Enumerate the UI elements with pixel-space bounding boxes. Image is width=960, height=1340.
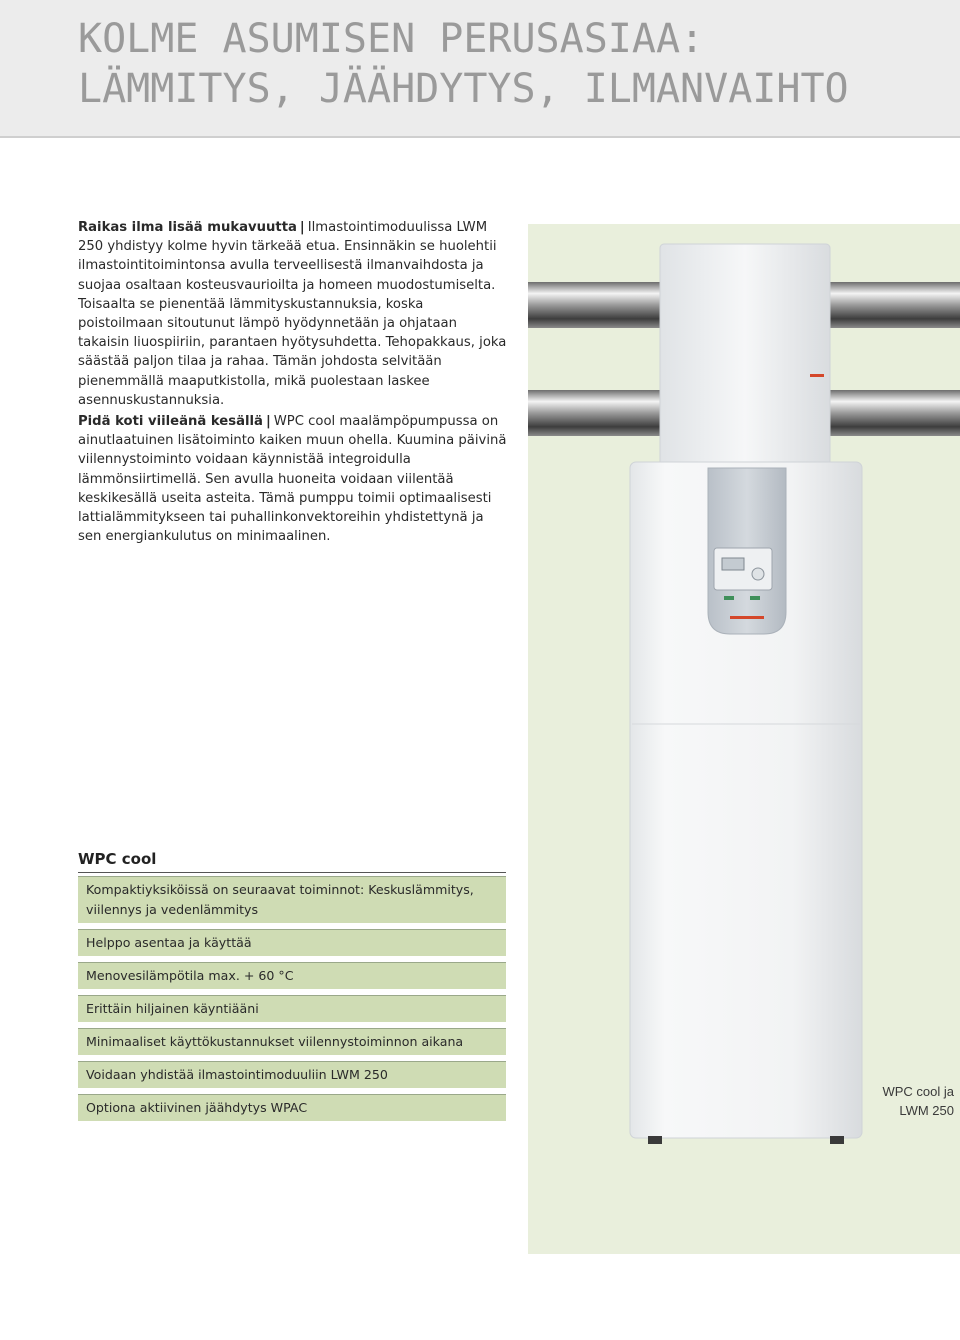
- pipe-side-left: [528, 390, 668, 436]
- paragraph-body: Ilmastointimoduulissa LWM 250 yhdistyy kolme hyvin tärkeää etua. Ensinnäkin se huolehtii ilmastointitoimintonsa avulla terveellisestä ilmanvaihdosta ja suojaa osaltaan kosteusvaurioilta ja homeen muodostumiselta. Toisaalta se pienentää lämmityskustannuksia, koska poistoilmaan sitoutunut lämpö hyödynnetään ja ohjataan takaisin liuospiiriin, parantaen hyötysuhdetta. Tehopakkaus, joka säästää paljon tilaa ja rahaa. Tämän johdosta selvitään pienemmällä maaputkistolla, mikä puolestaan laskee asennuskustannuksia.: [78, 220, 507, 408]
- features-title: WPC cool: [78, 850, 157, 868]
- brand-mark: [810, 374, 824, 377]
- foot: [648, 1136, 662, 1144]
- paragraph-lead: Raikas ilma lisää mukavuutta: [78, 220, 297, 235]
- foot: [830, 1136, 844, 1144]
- feature-item: Kompaktiyksiköissä on seuraavat toiminnot: Keskuslämmitys, viilennys ja vedenlämmitys: [78, 876, 506, 923]
- feature-item: Voidaan yhdistää ilmastointimoduuliin LWM 250: [78, 1061, 506, 1088]
- feature-item: Erittäin hiljainen käyntiääni: [78, 995, 506, 1022]
- page-title: [78, 14, 849, 114]
- paragraph-fresh-air: [78, 218, 508, 410]
- feature-item: Minimaaliset käyttökustannukset viilennystoiminnon aikana: [78, 1028, 506, 1055]
- pipe-top-left: [528, 282, 668, 328]
- product-caption: [882, 1082, 954, 1120]
- feature-item: Helppo asentaa ja käyttää: [78, 929, 506, 956]
- caption-line-2: LWM 250: [899, 1103, 954, 1118]
- feature-item: Menovesilämpötila max. + 60 °C: [78, 962, 506, 989]
- title-line-2: LÄMMITYS, JÄÄHDYTYS, ILMANVAIHTO: [78, 66, 849, 112]
- indicator-light: [750, 596, 760, 600]
- paragraph-lead: Pidä koti viileänä kesällä: [78, 414, 263, 429]
- title-line-1: KOLME ASUMISEN PERUSASIAA:: [78, 16, 705, 62]
- feature-item: Optiona aktiivinen jäähdytys WPAC: [78, 1094, 506, 1121]
- feature-list: [78, 876, 506, 1127]
- control-knob: [752, 568, 764, 580]
- separator: |: [299, 220, 305, 235]
- pipe-top-right: [820, 282, 960, 328]
- brand-mark: [730, 616, 764, 619]
- pipe-side-right: [820, 390, 960, 436]
- separator: |: [265, 414, 271, 429]
- header-band: [0, 0, 960, 138]
- display-screen: [722, 558, 744, 570]
- caption-line-1: WPC cool ja: [882, 1084, 954, 1099]
- indicator-light: [724, 596, 734, 600]
- paragraph-body: WPC cool maalämpöpumpussa on ainutlaatuinen lisätoiminto kaiken muun ohella. Kuumina päivinä viilennystoiminto voidaan käynnistää integroidulla lämmönsiirtimellä. Sen avulla huoneita voidaan viilentää keskikesällä useita asteita. Tämä pumppu toimii optimaalisesti lattialämmitykseen tai puhallinkonvektoreihin yhdistettynä ja sen energiankulutus on minimaalinen.: [78, 414, 507, 545]
- ventilation-module: [660, 244, 830, 466]
- features-divider: [78, 872, 506, 873]
- paragraph-cool-home: [78, 412, 508, 546]
